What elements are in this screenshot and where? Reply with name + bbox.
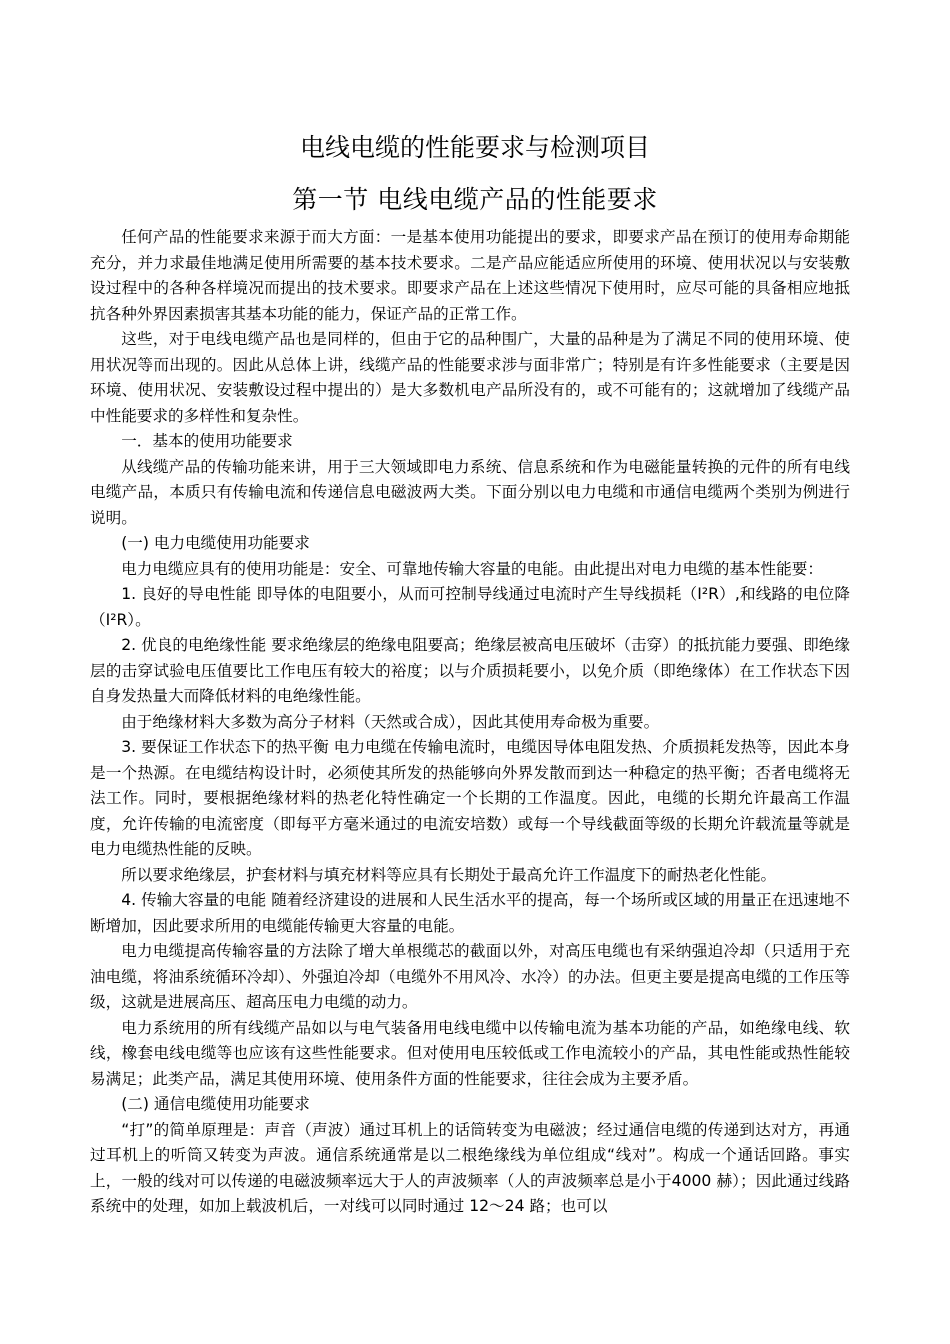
- paragraph-intro: 任何产品的性能要求来源于而大方面：一是基本使用功能提出的要求，即要求产品在预订的使用寿命期能充分，并力求最佳地满足使用所需要的基本技术要求。二是产品应能适应所使用的环境、使用状况以与安装敷设过程中的各种各样境况而提出的技术要求。即要求产品在上述这些情况下使用时，应尽可能的具备相应地抵抗各种外界因素损害其基本功能的能力，保证产品的正常工作。: [90, 228, 850, 323]
- paragraph-power-products: 电力系统用的所有线缆产品如以与电气装备用电线电缆中以传输电流为基本功能的产品，如绝缘电线、软线，橡套电线电缆等也应该有这些性能要求。但对使用电压较低或工作电流较小的产品，其电性能或热性能较易满足；此类产品，满足其使用环境、使用条件方面的性能要求，往往会成为主要矛盾。: [90, 1018, 850, 1088]
- paragraph-insulation-life: 由于绝缘材料大多数为高分子材料（天然或合成），因此其使用寿命极为重要。: [121, 712, 660, 731]
- list-item-thermal-balance: 3. 要保证工作状态下的热平衡 电力电缆在传输电流时，电缆因导体电阻发热、介质损耗发热等，因此本身是一个热源。在电缆结构设计时，必须使其所发的热能够向外界发散而到达一种稳定的热平衡；否者电缆将无法工作。同时，要根据绝缘材料的热老化特性确定一个长期的工作温度。因此，电缆的长期允许最高工作温度，允许传输的电流密度（即每平方毫米通过的电流安培数）或每一个导线截面等级的长期允许载流量等就是电力电缆热性能的反映。: [90, 738, 850, 858]
- document-title: 电线电缆的性能要求与检测项目: [299, 133, 650, 162]
- paragraph-transmission: 从线缆产品的传输功能来讲，用于三大领域即电力系统、信息系统和作为电磁能量转换的元件的所有电线电缆产品，本质只有传输电流和传递信息电磁波两大类。下面分别以电力电缆和市通信电缆两个类别为例进行说明。: [90, 457, 850, 527]
- heading-basic-requirements: 一．基本的使用功能要求: [121, 432, 293, 450]
- list-item-conductivity: 1. 良好的导电性能 即导体的电阻要小，从而可控制导线通过电流时产生导线损耗（I²R）,和线路的电位降（I²R）。: [90, 585, 850, 629]
- list-item-insulation: 2. 优良的电绝缘性能 要求绝缘层的绝缘电阻要高；绝缘层被高电压破坏（击穿）的抵抗能力要强、即绝缘层的击穿试验电压值要比工作电压有较大的裕度；以与介质损耗要小，以免介质（即绝缘体）在工作状态下因自身发热量大而降低材料的电绝缘性能。: [90, 636, 850, 705]
- heading-power-cable: (一) 电力电缆使用功能要求: [121, 534, 310, 552]
- list-item-capacity: 4. 传输大容量的电能 随着经济建设的进展和人民生活水平的提高，每一个场所或区域的用量正在迅速地不断增加，因此要求所用的电缆能传输更大容量的电能。: [90, 891, 850, 935]
- paragraph-thermal-aging: 所以要求绝缘层，护套材料与填充材料等应具有长期处于最高允许工作温度下的耐热老化性能。: [121, 865, 777, 884]
- paragraph-telephone-principle: “打”的简单原理是：声音（声波）通过耳机上的话筒转变为电磁波；经过通信电缆的传递到达对方，再通过耳机上的听筒又转变为声波。通信系统通常是以二根绝缘线为单位组成“线对”。构成一个通话回路。事实上，一般的线对可以传递的电磁波频率远大于人的声波频率（人的声波频率总是小于4000 赫）；因此通过线路系统中的处理，如加上载波机后，一对线可以同时通过 12～24 路；也可以: [90, 1120, 850, 1215]
- paragraph-cable-scope: 这些，对于电线电缆产品也是同样的，但由于它的品种围广，大量的品种是为了满足不同的使用环境、使用状况等而出现的。因此从总体上讲，线缆产品的性能要求涉与面非常广；特别是有许多性能要求（主要是因环境、使用状况、安装敷设过程中提出的）是大多数机电产品所没有的，或不可能有的；这就增加了线缆产品中性能要求的多样性和复杂性。: [90, 330, 850, 425]
- paragraph-power-function: 电力电缆应具有的使用功能是：安全、可靠地传输大容量的电能。由此提出对电力电缆的基本性能要：: [121, 559, 823, 578]
- heading-communication-cable: (二) 通信电缆使用功能要求: [121, 1095, 310, 1113]
- paragraph-cooling: 电力电缆提高传输容量的方法除了增大单根缆芯的截面以外，对高压电缆也有采纳强迫冷却（只适用于充油电缆，将油系统循环冷却）、外强迫冷却（电缆外不用风冷、水冷）的办法。但更主要是提高电缆的工作压等级，这就是进展高压、超高压电力电缆的动力。: [90, 942, 850, 1011]
- document-body: [90, 225, 850, 1220]
- section-title: 第一节 电线电缆产品的性能要求: [292, 185, 658, 214]
